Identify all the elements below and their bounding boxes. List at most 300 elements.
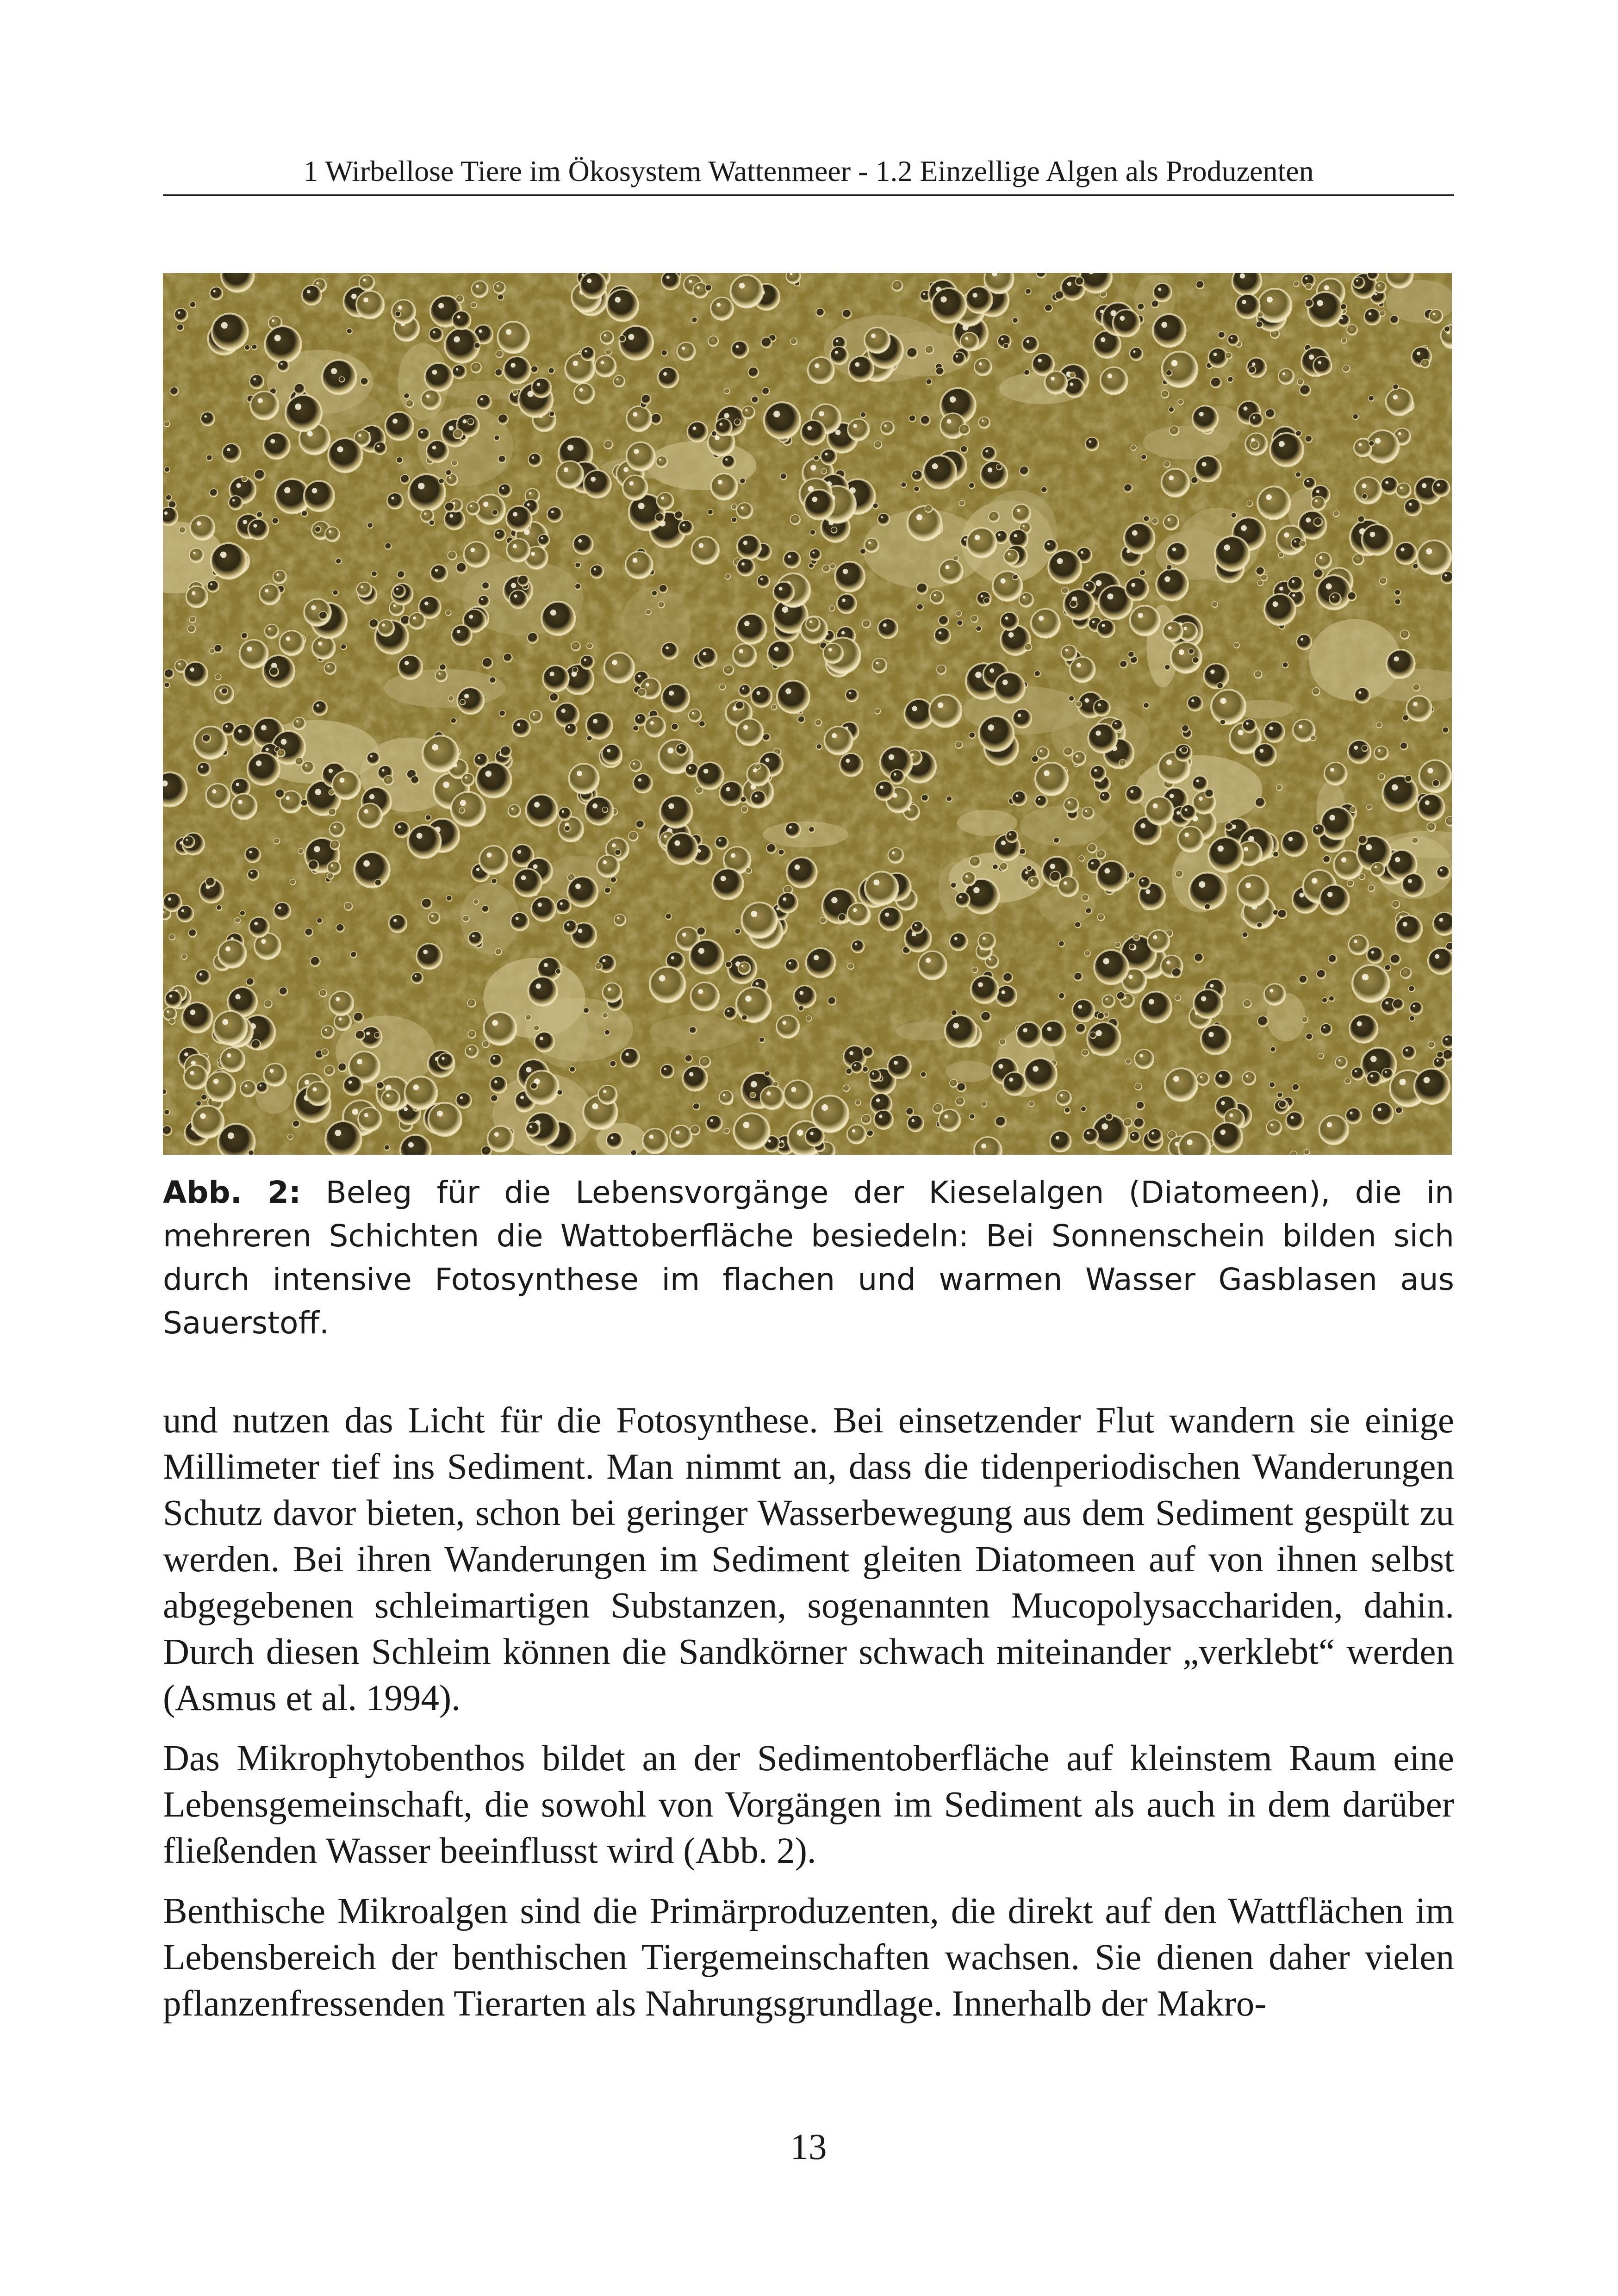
gas-bubble	[777, 1015, 799, 1038]
bubble-highlight	[404, 661, 409, 665]
gas-bubble	[482, 658, 493, 668]
bubble-highlight	[760, 578, 763, 580]
bubble-highlight	[1395, 857, 1400, 862]
gas-bubble	[1188, 696, 1203, 711]
bubble-highlight	[659, 459, 661, 460]
gas-bubble	[724, 1128, 729, 1134]
gas-bubble	[652, 591, 657, 596]
bubble-highlight	[876, 662, 879, 665]
bubble-highlight	[1001, 840, 1006, 845]
gas-bubble	[1031, 609, 1060, 638]
gas-bubble	[358, 803, 382, 828]
gas-bubble	[269, 667, 279, 677]
bubble-highlight	[541, 537, 543, 539]
bubble-highlight	[1375, 866, 1377, 868]
bubble-highlight	[1027, 340, 1029, 343]
gas-bubble	[1428, 1041, 1435, 1048]
gas-bubble	[939, 616, 949, 626]
gas-bubble	[471, 362, 481, 373]
gas-bubble	[1288, 576, 1303, 592]
gas-bubble	[926, 379, 932, 385]
gas-bubble	[711, 297, 734, 320]
bubble-highlight	[317, 282, 319, 284]
bubble-highlight	[1231, 337, 1232, 339]
gas-bubble	[1090, 765, 1106, 781]
bubble-highlight	[964, 538, 966, 541]
gas-bubble	[1376, 722, 1382, 728]
bubble-highlight	[190, 1071, 194, 1075]
gas-bubble	[1437, 866, 1450, 879]
gas-bubble	[584, 470, 611, 498]
bubble-highlight	[1338, 1059, 1341, 1062]
bubble-highlight	[1201, 996, 1206, 1001]
bubble-highlight	[437, 1111, 443, 1117]
bubble-highlight	[741, 562, 745, 566]
bubble-highlight	[1242, 300, 1246, 304]
gas-bubble	[757, 575, 770, 587]
gas-bubble	[1025, 644, 1032, 651]
bubble-highlight	[325, 1029, 327, 1031]
gas-bubble	[201, 1094, 207, 1101]
bubble-highlight	[1326, 583, 1332, 589]
gas-bubble	[1306, 283, 1312, 290]
gas-bubble	[328, 438, 362, 473]
bubble-highlight	[529, 492, 532, 495]
bubble-highlight	[593, 719, 597, 723]
gas-bubble	[731, 341, 748, 358]
bubble-highlight	[391, 497, 394, 499]
gas-bubble	[462, 773, 474, 786]
bubble-highlight	[317, 704, 319, 707]
gas-bubble	[1228, 334, 1239, 345]
bubble-highlight	[352, 1108, 359, 1115]
gas-bubble	[437, 1053, 454, 1069]
gas-bubble	[912, 470, 923, 481]
gas-bubble	[1130, 606, 1160, 635]
gas-bubble	[1085, 437, 1099, 451]
gas-bubble	[643, 1129, 668, 1154]
gas-bubble	[697, 762, 723, 789]
gas-bubble	[1329, 593, 1341, 605]
bubble-highlight	[575, 884, 581, 889]
bubble-highlight	[1106, 998, 1108, 1000]
gas-bubble	[229, 496, 243, 510]
bubble-highlight	[692, 712, 694, 715]
gas-bubble	[619, 326, 653, 360]
gas-bubble	[586, 713, 612, 739]
bubble-highlight	[284, 487, 290, 493]
gas-bubble	[557, 1090, 563, 1095]
gas-bubble	[459, 808, 465, 813]
gas-bubble	[464, 542, 489, 567]
bubble-highlight	[212, 789, 216, 793]
gas-bubble	[245, 847, 261, 863]
gas-bubble	[711, 473, 737, 500]
bubble-highlight	[1131, 583, 1135, 587]
gas-bubble	[918, 951, 946, 979]
gas-bubble	[1358, 516, 1365, 523]
gas-bubble	[557, 461, 584, 488]
gas-bubble	[1358, 835, 1367, 845]
gas-bubble	[969, 732, 976, 739]
gas-bubble	[690, 1125, 700, 1135]
gas-bubble	[1406, 696, 1431, 721]
gas-bubble	[1428, 948, 1452, 974]
gas-bubble	[778, 893, 798, 913]
gas-bubble	[1393, 384, 1399, 390]
gas-bubble	[674, 511, 683, 519]
bubble-highlight	[261, 725, 267, 731]
gas-bubble	[1100, 367, 1127, 394]
gas-bubble	[248, 1150, 254, 1155]
bubble-highlight	[1362, 974, 1369, 980]
bubble-highlight	[1378, 284, 1380, 286]
bubble-highlight	[720, 423, 723, 426]
gas-bubble	[1178, 827, 1203, 852]
bubble-highlight	[1437, 483, 1440, 486]
bubble-highlight	[1307, 480, 1309, 482]
gas-bubble	[737, 503, 753, 518]
gas-bubble	[305, 928, 313, 937]
bubble-highlight	[703, 769, 709, 774]
gas-bubble	[344, 902, 352, 910]
gas-bubble	[1134, 1118, 1145, 1128]
bubble-highlight	[521, 875, 526, 880]
gas-bubble	[1410, 1002, 1423, 1015]
gas-bubble	[196, 1101, 201, 1107]
bubble-highlight	[646, 683, 649, 687]
gas-bubble	[911, 921, 924, 933]
gas-bubble	[1353, 277, 1365, 288]
gas-bubble	[1257, 486, 1290, 519]
gas-bubble	[784, 1080, 812, 1108]
gas-bubble	[1385, 964, 1391, 971]
gas-bubble	[1355, 477, 1381, 504]
gas-bubble	[164, 467, 170, 473]
gas-bubble	[248, 869, 259, 880]
gas-bubble	[212, 314, 248, 350]
bubble-highlight	[975, 672, 982, 678]
bubble-highlight	[1138, 613, 1143, 618]
gas-bubble	[179, 527, 186, 534]
bubble-highlight	[167, 1010, 169, 1013]
bubble-highlight	[536, 983, 541, 989]
gas-bubble	[571, 641, 580, 651]
gas-bubble	[806, 1016, 812, 1021]
gas-bubble	[848, 419, 869, 440]
gas-bubble	[658, 367, 679, 388]
bubble-highlight	[989, 958, 991, 960]
gas-bubble	[567, 877, 597, 907]
gas-bubble	[1000, 863, 1008, 871]
gas-bubble	[453, 429, 463, 439]
gas-bubble	[573, 667, 578, 672]
bubble-highlight	[432, 744, 438, 751]
gas-bubble	[1300, 541, 1306, 547]
bubble-highlight	[1140, 823, 1145, 828]
bubble-highlight	[276, 573, 279, 576]
bubble-highlight	[800, 991, 804, 995]
gas-bubble	[574, 383, 594, 404]
gas-bubble	[808, 357, 834, 384]
gas-bubble	[812, 1096, 849, 1132]
gas-bubble	[1321, 807, 1353, 840]
gas-bubble	[393, 585, 405, 597]
gas-bubble	[468, 419, 474, 425]
gas-bubble	[780, 473, 787, 479]
bubble-highlight	[370, 755, 373, 757]
gas-bubble	[494, 435, 500, 441]
gas-bubble	[603, 983, 622, 1002]
gas-bubble	[809, 549, 821, 560]
gas-bubble	[1443, 727, 1449, 734]
bubble-highlight	[200, 1113, 205, 1119]
gas-bubble	[355, 1030, 365, 1040]
gas-bubble	[677, 342, 695, 361]
gas-bubble	[417, 944, 442, 969]
gas-bubble	[1081, 1107, 1086, 1112]
gas-bubble	[1013, 709, 1032, 728]
bubble-highlight	[1312, 878, 1318, 884]
gas-bubble	[1258, 289, 1291, 322]
bubble-highlight	[1359, 691, 1362, 694]
gas-bubble	[528, 977, 557, 1006]
gas-bubble	[806, 948, 835, 977]
gas-bubble	[1264, 722, 1284, 742]
gas-bubble	[1359, 874, 1365, 880]
bubble-highlight	[1098, 703, 1101, 706]
gas-bubble	[1350, 807, 1356, 813]
gas-bubble	[1096, 850, 1106, 859]
bubble-highlight	[424, 602, 429, 606]
gas-bubble	[607, 289, 639, 321]
gas-bubble	[325, 1121, 361, 1155]
bubble-highlight	[1341, 857, 1346, 862]
gas-bubble	[321, 1049, 329, 1056]
bubble-highlight	[983, 937, 986, 940]
gas-bubble	[613, 375, 625, 387]
bubble-highlight	[950, 396, 956, 403]
gas-bubble	[1064, 798, 1079, 813]
gas-bubble	[1076, 277, 1084, 286]
gas-bubble	[1292, 1084, 1300, 1091]
gas-bubble	[272, 517, 279, 524]
header-rule	[163, 194, 1454, 196]
gas-bubble	[636, 820, 644, 828]
gas-bubble	[509, 590, 528, 609]
bubble-highlight	[266, 748, 269, 751]
gas-bubble	[394, 822, 410, 838]
gas-bubble	[602, 744, 622, 764]
gas-bubble	[705, 285, 712, 291]
gas-bubble	[1123, 1118, 1132, 1127]
bubble-highlight	[235, 994, 240, 999]
gas-bubble	[329, 790, 334, 795]
gas-bubble	[1313, 824, 1325, 836]
gas-bubble	[1231, 513, 1237, 518]
gas-bubble	[295, 757, 303, 765]
gas-bubble	[657, 492, 674, 510]
diatom-bubbles-illustration	[163, 273, 1452, 1155]
bubble-highlight	[727, 1010, 729, 1012]
gas-bubble	[343, 1076, 362, 1095]
gas-bubble	[874, 1110, 893, 1129]
gas-bubble	[939, 1109, 960, 1131]
bubble-highlight	[312, 488, 317, 493]
gas-bubble	[329, 808, 336, 815]
bubble-highlight	[789, 962, 791, 964]
bubble-highlight	[741, 965, 744, 967]
gas-bubble	[440, 664, 447, 671]
gas-bubble	[1214, 1070, 1232, 1088]
gas-bubble	[472, 281, 488, 297]
gas-bubble	[1119, 759, 1126, 767]
gas-bubble	[1353, 414, 1359, 420]
bubble-highlight	[533, 713, 535, 716]
gas-bubble	[683, 1066, 707, 1091]
bubble-highlight	[649, 1134, 654, 1139]
gas-bubble	[955, 741, 963, 749]
bubble-highlight	[821, 1104, 828, 1111]
gas-bubble	[907, 1115, 924, 1132]
gas-bubble	[630, 760, 641, 772]
gas-bubble	[1135, 1083, 1142, 1090]
gas-bubble	[1128, 651, 1134, 658]
bubble-highlight	[743, 541, 747, 545]
gas-bubble	[1094, 699, 1110, 716]
gas-bubble	[1348, 740, 1371, 763]
bubble-highlight	[222, 1019, 228, 1025]
bubble-highlight	[765, 758, 769, 762]
gas-bubble	[678, 520, 693, 535]
bubble-highlight	[982, 420, 983, 422]
bubble-highlight	[659, 975, 666, 982]
gas-bubble	[863, 1067, 869, 1073]
bubble-highlight	[511, 583, 516, 588]
gas-bubble	[1163, 622, 1183, 641]
bubble-highlight	[923, 293, 925, 295]
bubble-highlight	[1279, 586, 1283, 591]
gas-bubble	[583, 1008, 589, 1014]
gas-bubble	[1153, 314, 1186, 347]
gas-bubble	[1317, 970, 1326, 979]
gas-bubble	[1306, 1033, 1313, 1040]
paragraph-1: und nutzen das Licht für die Fotosynthese. Bei einsetzender Flut wandern sie einige Millimeter tief ins Sediment. Man nimmt an, dass die tidenperiodischen Wanderungen Schutz davor bieten, schon bei geringer Wasserbewegung aus dem Sediment gespült zu werden. Bei ihren Wanderungen im Sediment gleiten Diatomeen auf von ihnen selbst abgegebenen schleimartigen Substanzen, sogenannten Mucopolysacchariden, dahin. Durch diesen Schleim können die Sandkörner schwach miteinander „verklebt“ werden (Asmus et al. 1994).	[163, 1400, 1454, 1718]
gas-bubble	[777, 681, 809, 713]
bubble-highlight	[270, 439, 275, 443]
bubble-highlight	[841, 631, 845, 635]
bubble-highlight	[939, 631, 941, 634]
gas-bubble	[736, 614, 766, 644]
gas-bubble	[336, 559, 341, 564]
bubble-highlight	[236, 483, 241, 488]
gas-bubble	[875, 709, 880, 714]
gas-bubble	[830, 347, 848, 365]
gas-bubble	[357, 582, 372, 597]
gas-bubble	[163, 1007, 177, 1020]
gas-bubble	[445, 502, 454, 512]
gas-bubble	[498, 455, 506, 463]
bubble-highlight	[934, 594, 936, 596]
gas-bubble	[733, 644, 756, 667]
bubble-highlight	[736, 345, 739, 348]
gas-bubble	[739, 684, 751, 697]
gas-bubble	[1255, 671, 1262, 678]
gas-bubble	[526, 795, 557, 826]
gas-bubble	[806, 617, 820, 631]
gas-bubble	[1402, 874, 1425, 897]
bubble-highlight	[587, 279, 591, 283]
bubble-highlight	[483, 502, 488, 507]
bubble-highlight	[517, 723, 520, 726]
gas-bubble	[1350, 1014, 1378, 1043]
bubble-highlight	[954, 937, 958, 940]
gas-bubble	[671, 723, 678, 731]
gas-bubble	[1294, 281, 1299, 286]
bubble-highlight	[1008, 553, 1011, 555]
gas-bubble	[1264, 594, 1295, 625]
gas-bubble	[548, 368, 554, 374]
bubble-highlight	[386, 1094, 390, 1097]
bubble-highlight	[1023, 1028, 1027, 1033]
bubble-highlight	[1439, 918, 1443, 922]
bubble-highlight	[1408, 879, 1412, 883]
gas-bubble	[184, 1065, 207, 1089]
bubble-highlight	[1104, 868, 1110, 874]
gas-bubble	[429, 520, 435, 526]
gas-bubble	[662, 684, 690, 712]
gas-bubble	[737, 558, 754, 576]
gas-bubble	[359, 275, 374, 290]
bubble-highlight	[650, 721, 654, 725]
gas-bubble	[1410, 1016, 1415, 1021]
gas-bubble	[633, 726, 639, 732]
gas-bubble	[1028, 1101, 1034, 1107]
gas-bubble	[691, 537, 719, 564]
gas-bubble	[1400, 742, 1407, 750]
gas-bubble	[1390, 954, 1400, 964]
gas-bubble	[1396, 483, 1411, 498]
bubble-highlight	[1406, 1049, 1408, 1051]
bubble-highlight	[1038, 798, 1040, 800]
bubble-highlight	[1170, 794, 1174, 798]
bubble-highlight	[1057, 558, 1063, 564]
gas-bubble	[1267, 1120, 1282, 1135]
bubble-highlight	[1107, 593, 1113, 599]
bubble-highlight	[227, 448, 230, 451]
gas-bubble	[921, 794, 928, 801]
bubble-highlight	[377, 445, 380, 447]
bubble-highlight	[421, 431, 423, 433]
bubble-highlight	[460, 1096, 463, 1099]
gas-bubble	[606, 1132, 622, 1149]
gas-bubble	[1156, 569, 1188, 601]
gas-bubble	[361, 378, 368, 386]
gas-bubble	[773, 582, 794, 603]
gas-bubble	[692, 317, 697, 323]
gas-bubble	[742, 406, 755, 419]
bubble-highlight	[361, 585, 363, 588]
gas-bubble	[1234, 642, 1239, 648]
bubble-highlight	[253, 378, 256, 380]
gas-bubble	[724, 388, 730, 394]
bubble-highlight	[945, 565, 949, 569]
bubble-highlight	[778, 587, 782, 591]
bubble-highlight	[831, 897, 838, 903]
gas-bubble	[735, 928, 741, 934]
bubble-highlight	[1065, 649, 1068, 652]
bubble-highlight	[1151, 1132, 1154, 1135]
